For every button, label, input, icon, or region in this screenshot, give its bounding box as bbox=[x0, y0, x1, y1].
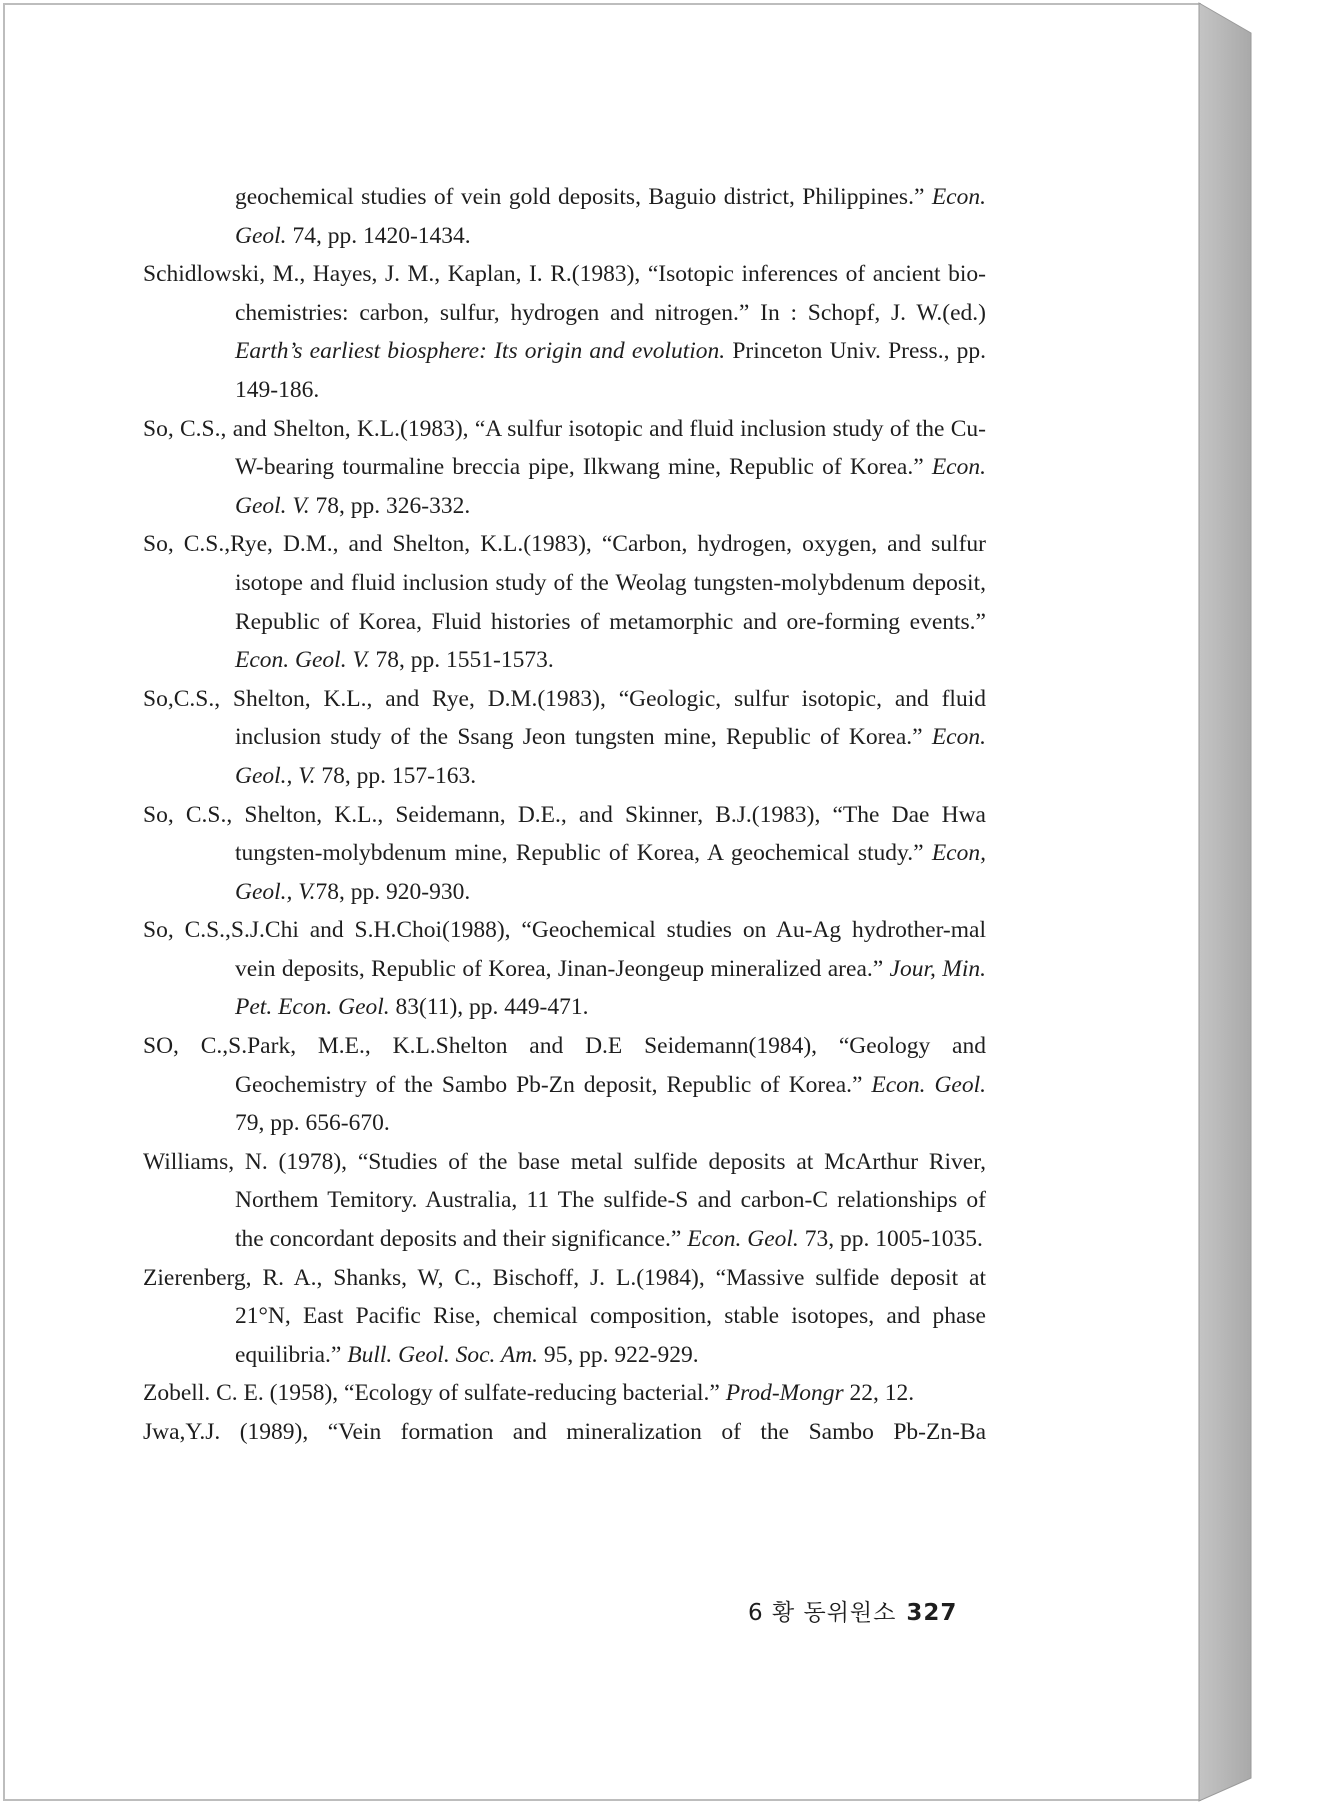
reference-entry bbox=[143, 1413, 986, 1452]
reference-text: So, C.S.,S.J.Chi and S.H.Choi(1988), “Geochemical studies on Au-Ag hydrother-mal vein deposits, Republic of Korea, Jinan-Jeongeup mineralized area.” bbox=[143, 917, 986, 982]
reference-text: SO, C.,S.Park, M.E., K.L.Shelton and D.E Seidemann(1984), “Geology and Geochemistry of the Sambo Pb-Zn deposit, Republic of Korea.” bbox=[143, 1033, 986, 1098]
reference-text: 78, pp. 920-930. bbox=[315, 878, 471, 905]
reference-italic-text: Econ, Geol., V. bbox=[235, 840, 986, 905]
reference-italic-text: Econ. Geol., V. bbox=[235, 724, 986, 789]
reference-italic-text: Econ. Geol. V. bbox=[235, 454, 986, 519]
reference-text: So, C.S.,Rye, D.M., and Shelton, K.L.(1983), “Carbon, hydrogen, oxygen, and sulfur isotope and fluid inclusion study of the Weolag tungsten-molybdenum deposit, Republic of Korea, Fluid histories of metamorphic and ore-forming events.” bbox=[143, 531, 986, 635]
reference-text: 78, pp. 1551-1573. bbox=[369, 647, 554, 674]
page-footer bbox=[748, 1594, 957, 1627]
reference-text: Princeton Univ. Press., pp. 149-186. bbox=[235, 338, 986, 403]
reference-text: 74, pp. 1420-1434. bbox=[286, 222, 471, 249]
reference-text: Jwa,Y.J. (1989), “Vein formation and mineralization of the Sambo Pb-Zn-Ba bbox=[143, 1419, 986, 1445]
reference-entry bbox=[143, 410, 986, 526]
reference-italic-text: Econ. Geol. bbox=[871, 1071, 987, 1098]
reference-italic-text: Econ. Geol. bbox=[235, 184, 986, 249]
reference-italic-text: Jour, Min. Pet. Econ. Geol. bbox=[235, 955, 986, 1021]
reference-list bbox=[143, 178, 986, 1452]
reference-text: geochemical studies of vein gold deposits, Baguio district, Philippines.” bbox=[235, 184, 932, 210]
reference-text: Schidlowski, M., Hayes, J. M., Kaplan, I. R.(1983), “Isotopic inferences of ancient bio-chemistries: carbon, sulfur, hydrogen and nitrogen.” In : Schopf, J. W.(ed.) bbox=[143, 261, 986, 326]
chapter-title: 6 황 동위원소 bbox=[748, 1600, 897, 1626]
reference-text: 83(11), pp. 449-471. bbox=[389, 994, 589, 1021]
reference-text: So, C.S., Shelton, K.L., Seidemann, D.E., and Skinner, B.J.(1983), “The Dae Hwa tungsten-molybdenum mine, Republic of Korea, A geochemical study.” bbox=[143, 801, 986, 867]
reference-text: 73, pp. 1005-1035. bbox=[798, 1226, 983, 1253]
reference-text: Williams, N. (1978), “Studies of the base metal sulfide deposits at McArthur River, Northem Temitory. Australia, 11 The sulfide-S and carbon-C relationships of the concordant deposits and their significance.” bbox=[143, 1148, 986, 1253]
document-page bbox=[3, 3, 1201, 1801]
reference-entry bbox=[143, 911, 986, 1027]
reference-entry bbox=[143, 796, 986, 912]
reference-text: 22, 12. bbox=[843, 1380, 915, 1407]
reference-entry bbox=[143, 1374, 986, 1413]
reference-italic-text: Econ. Geol. bbox=[687, 1226, 799, 1253]
reference-entry bbox=[143, 1027, 986, 1143]
reference-italic-text: Prod-Mongr bbox=[725, 1380, 844, 1407]
reference-text: 79, pp. 656-670. bbox=[235, 1110, 390, 1137]
reference-entry bbox=[143, 1259, 986, 1375]
reference-italic-text: Bull. Geol. Soc. Am. bbox=[347, 1341, 539, 1368]
reference-entry bbox=[143, 178, 986, 255]
page-edge-shadow bbox=[1199, 3, 1255, 1801]
reference-text: So, C.S., and Shelton, K.L.(1983), “A sulfur isotopic and fluid inclusion study of the Cu-W-bearing tourmaline breccia pipe, Ilkwang mine, Republic of Korea.” bbox=[143, 415, 986, 481]
reference-text: 95, pp. 922-929. bbox=[538, 1341, 699, 1368]
page-number: 327 bbox=[906, 1600, 958, 1626]
reference-entry bbox=[143, 255, 986, 409]
reference-text: 78, pp. 326-332. bbox=[309, 492, 471, 519]
reference-entry bbox=[143, 525, 986, 679]
reference-entry bbox=[143, 680, 986, 796]
reference-text: 78, pp. 157-163. bbox=[315, 762, 477, 789]
reference-text: Zobell. C. E. (1958), “Ecology of sulfate-reducing bacterial.” bbox=[143, 1380, 726, 1407]
reference-entry bbox=[143, 1143, 986, 1259]
reference-italic-text: Econ. Geol. V. bbox=[235, 647, 370, 674]
reference-text: So,C.S., Shelton, K.L., and Rye, D.M.(1983), “Geologic, sulfur isotopic, and fluid inclusion study of the Ssang Jeon tungsten mine, Republic of Korea.” bbox=[143, 685, 986, 751]
reference-text: Zierenberg, R. A., Shanks, W, C., Bischoff, J. L.(1984), “Massive sulfide deposit at 21°N, East Pacific Rise, chemical composition, stable isotopes, and phase equilibria.” bbox=[143, 1264, 986, 1368]
reference-italic-text: Earth’s earliest biosphere: Its origin and evolution. bbox=[235, 338, 726, 365]
